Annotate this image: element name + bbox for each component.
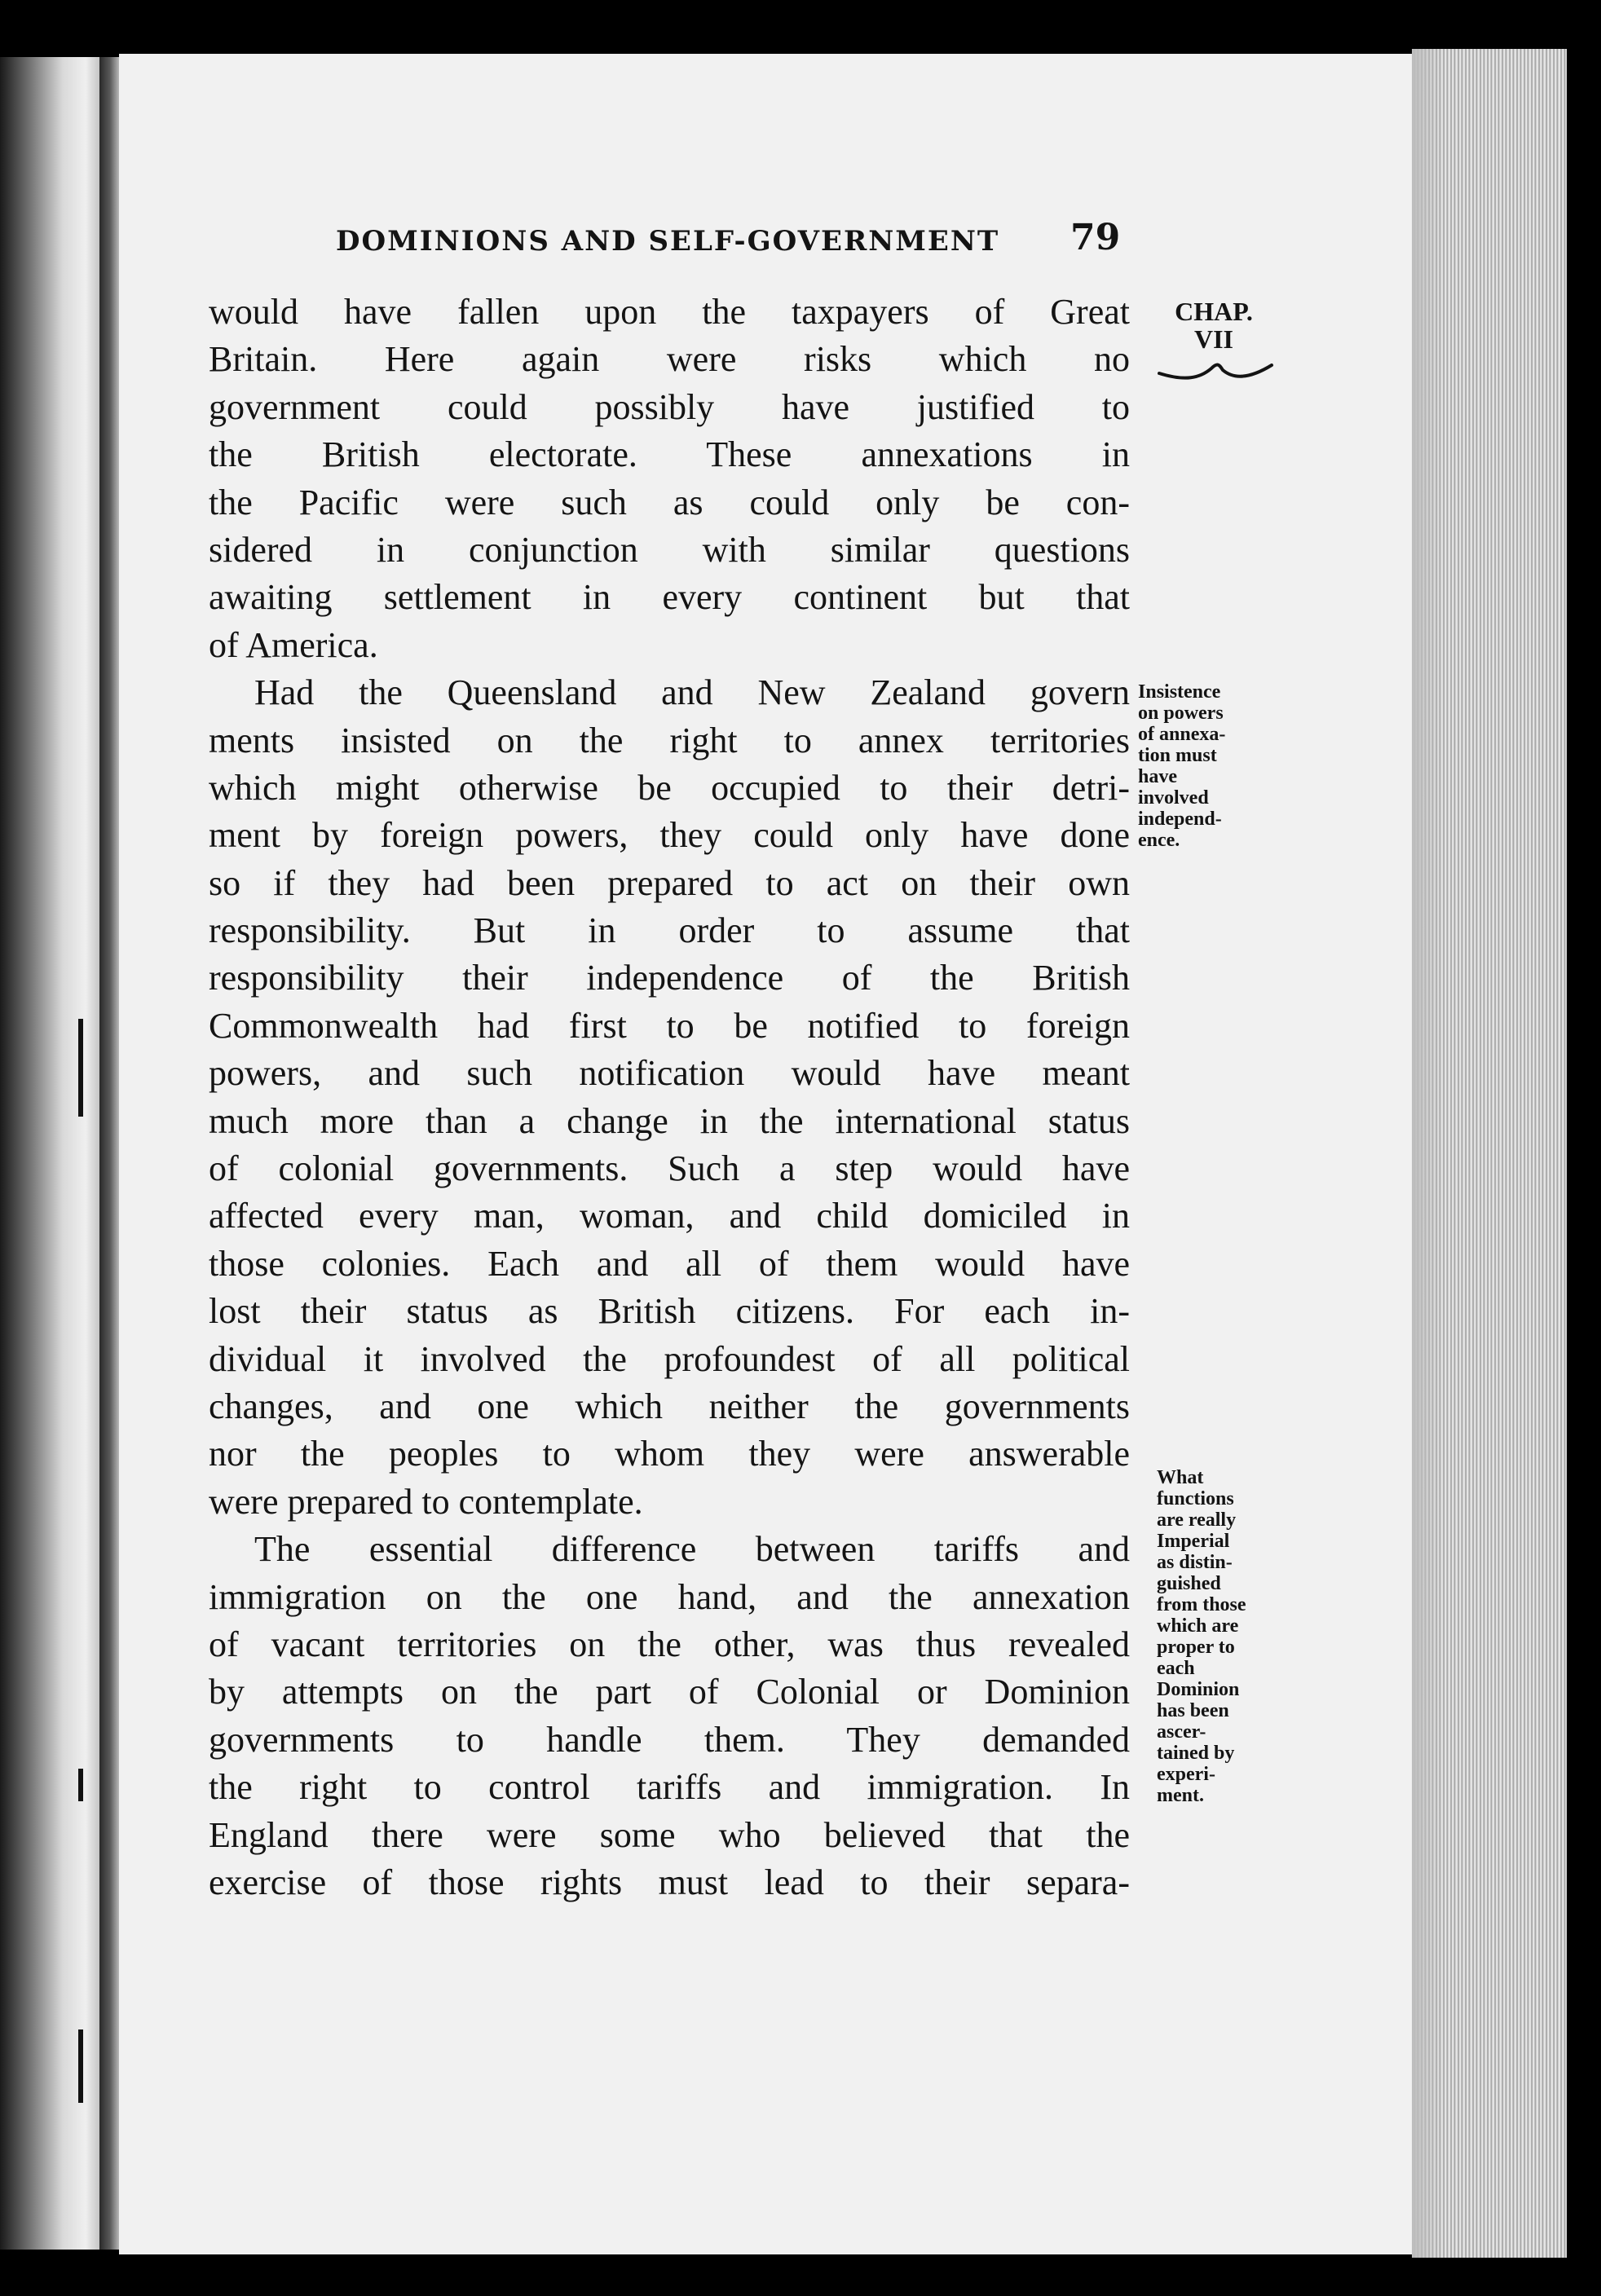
body-line: the Pacific were such as could only be con- bbox=[209, 482, 1130, 522]
gutter-shadow-mark bbox=[78, 2029, 83, 2103]
running-head: DOMINIONS AND SELF-GOVERNMENT bbox=[336, 225, 1000, 258]
body-line: governments to handle them. They demanded bbox=[209, 1719, 1130, 1760]
left-page-edge bbox=[0, 57, 114, 2250]
body-line: ment by foreign powers, they could only have done bbox=[209, 815, 1130, 856]
chapter-brace-ornament bbox=[1153, 357, 1275, 386]
body-line: powers, and such notification would have meant bbox=[209, 1053, 1130, 1094]
body-line: Had the Queensland and New Zealand govern bbox=[254, 672, 1130, 713]
body-text bbox=[209, 289, 1130, 1906]
body-line: Commonwealth had first to be notified to foreign bbox=[209, 1005, 1130, 1046]
side-note-annexation bbox=[1138, 681, 1225, 851]
body-line: much more than a change in the international status bbox=[209, 1100, 1130, 1141]
body-line: awaiting settlement in every continent but that bbox=[209, 577, 1130, 618]
side-note-line: are really bbox=[1157, 1509, 1237, 1531]
side-note-line: ascer- bbox=[1157, 1721, 1206, 1743]
body-line: lost their status as British citizens. For each in- bbox=[209, 1291, 1130, 1332]
fore-edge-shadow bbox=[1412, 49, 1444, 2258]
side-note-line: tained by bbox=[1157, 1743, 1235, 1764]
chapter-label bbox=[1153, 297, 1275, 353]
side-note-line: have bbox=[1138, 766, 1177, 787]
body-line: which might otherwise be occupied to their detri- bbox=[209, 767, 1130, 808]
gutter-shadow-mark bbox=[78, 1019, 83, 1117]
body-line: exercise of those rights must lead to their separa- bbox=[209, 1862, 1130, 1902]
body-line: Britain. Here again were risks which no bbox=[209, 339, 1130, 380]
side-note-line: each bbox=[1157, 1658, 1195, 1679]
body-line: ments insisted on the right to annex territories bbox=[209, 720, 1130, 760]
page-number: 79 bbox=[1070, 217, 1121, 258]
body-line: government could possibly have justified to bbox=[209, 386, 1130, 427]
body-line: The essential difference between tariffs and bbox=[254, 1529, 1130, 1570]
body-line: nor the peoples to whom they were answerable bbox=[209, 1434, 1130, 1474]
body-line: responsibility. But in order to assume that bbox=[209, 910, 1130, 951]
side-note-line: ment. bbox=[1157, 1785, 1204, 1806]
side-note-line: tion must bbox=[1138, 745, 1217, 766]
side-note-line: involved bbox=[1138, 787, 1209, 809]
body-line: those colonies. Each and all of them would have bbox=[209, 1243, 1130, 1284]
body-line: of colonial governments. Such a step would have bbox=[209, 1148, 1130, 1189]
body-line: immigration on the one hand, and the annexation bbox=[209, 1576, 1130, 1617]
body-line: the British electorate. These annexations in bbox=[209, 434, 1130, 475]
side-note-line: on powers bbox=[1138, 703, 1224, 724]
body-line: of vacant territories on the other, was thus revealed bbox=[209, 1624, 1130, 1664]
side-note-line: guished bbox=[1157, 1573, 1221, 1594]
side-note-line: has been bbox=[1157, 1700, 1229, 1721]
body-line: England there were some who believed that the bbox=[209, 1814, 1130, 1855]
chapter-number: VII bbox=[1193, 324, 1233, 354]
gutter-shadow-mark bbox=[78, 1769, 83, 1801]
body-line: responsibility their independence of the British bbox=[209, 958, 1130, 998]
side-note-imperial-functions bbox=[1157, 1467, 1246, 1806]
body-line: sidered in conjunction with similar questions bbox=[209, 529, 1130, 570]
side-note-line: ence. bbox=[1138, 830, 1180, 851]
side-note-line: of annexa- bbox=[1138, 724, 1226, 745]
body-line: by attempts on the part of Colonial or Dominion bbox=[209, 1672, 1130, 1712]
body-line: of America. bbox=[209, 624, 378, 665]
side-note-line: functions bbox=[1157, 1488, 1234, 1509]
book-gutter bbox=[99, 57, 121, 2250]
body-line: the right to control tariffs and immigration. In bbox=[209, 1767, 1130, 1808]
side-note-line: Imperial bbox=[1157, 1531, 1230, 1552]
body-line: were prepared to contemplate. bbox=[209, 1481, 643, 1522]
side-note-line: independ- bbox=[1138, 809, 1222, 830]
body-line: changes, and one which neither the governments bbox=[209, 1386, 1130, 1426]
side-note-line: Insistence bbox=[1138, 681, 1221, 703]
side-note-line: from those bbox=[1157, 1594, 1246, 1615]
body-line: so if they had been prepared to act on their own bbox=[209, 862, 1130, 903]
body-line: dividual it involved the profoundest of all political bbox=[209, 1338, 1130, 1379]
body-line: affected every man, woman, and child domiciled in bbox=[209, 1196, 1130, 1236]
side-note-line: proper to bbox=[1157, 1637, 1235, 1658]
chapter-label-text: CHAP. bbox=[1175, 297, 1253, 326]
side-note-line: experi- bbox=[1157, 1764, 1215, 1785]
side-note-line: Dominion bbox=[1157, 1679, 1240, 1700]
side-note-line: What bbox=[1157, 1467, 1204, 1488]
body-line: would have fallen upon the taxpayers of Great bbox=[209, 292, 1130, 332]
side-note-line: as distin- bbox=[1157, 1552, 1233, 1573]
side-note-line: which are bbox=[1157, 1615, 1239, 1637]
